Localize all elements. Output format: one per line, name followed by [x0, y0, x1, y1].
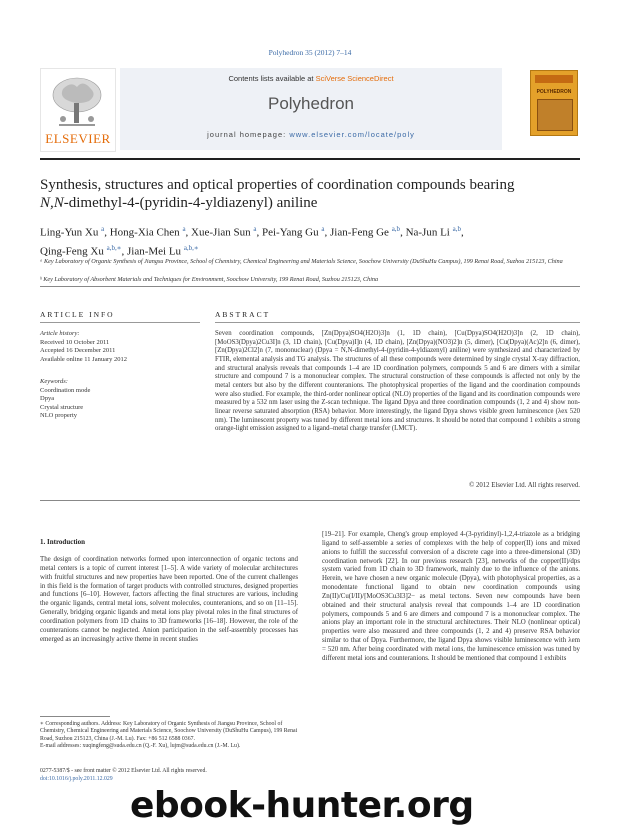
journal-header	[40, 64, 580, 152]
contents-prefix: Contents lists available at	[228, 74, 314, 83]
keywords-label: Keywords:	[40, 378, 68, 385]
authors-line-1: Ling-Yun Xu $^a$, Hong-Xia Chen $^a$, Xue-Jian Sun $^a$, Pei-Yang Gu $^a$, Jian-Feng Ge $^{a,b}$, Na-Jun Li $^{a,b}$,	[40, 225, 464, 239]
journal-banner	[120, 68, 502, 150]
history-received: Received 10 October 2011	[40, 338, 110, 346]
front-matter-line: 0277-5387/$ - see front matter © 2012 Elsevier Ltd. All rights reserved.	[40, 768, 207, 774]
history-online: Available online 11 January 2012	[40, 355, 128, 363]
body-column-left: The design of coordination networks formed upon interconnection of organic tectons and metal centers is a topic of current interest [1–5]. A wide variety of molecular architectures with fruitful structures and new properties have been reported. One of the current challenges in this field is the formation of target products with controlled structures, designed properties and functions [6–10]. However, factors affecting the final structures are various, including the organic ligands, central metal ions, solvent molecules, counteranions, and so on [11–15]. Generally, bridging organic ligands and metal ions play pivotal roles in the final structures of coordination polymers from 1D chains to 3D frameworks [16–18]. However, the role of the counteranions cannot be neglected. Anion participation in the self-assembly processes has emerged as an increasingly active theme in recent studies	[40, 556, 298, 643]
affiliation-b: ᵇ Key Laboratory of Absorbent Materials and Techniques for Environment, Soochow University, 199 Renai Road, Suzhou 215123, China	[40, 276, 379, 283]
author-name: Qing-Feng Xu	[40, 245, 104, 258]
cover-image	[537, 99, 573, 131]
front-matter	[40, 768, 298, 783]
history-accepted: Accepted 16 December 2011	[40, 347, 116, 354]
affiliation-a: ᵃ Key Laboratory of Organic Synthesis of Jiangsu Province, School of Chemistry, Chemical Engineering and Materials Science, Soochow University (DuShuHu Campus), 199 Renai Road, Suzhou 215123, China	[40, 258, 563, 265]
article-info-heading: ARTICLE INFO	[40, 310, 115, 319]
journal-homepage	[120, 130, 502, 139]
watermark: ebook-hunter.org	[130, 785, 474, 826]
abstract-bottom-rule	[40, 500, 580, 501]
elsevier-tree-icon	[49, 75, 105, 131]
title-line-1: Synthesis, structures and optical properties of coordination compounds bearing	[40, 177, 515, 193]
body-column-right: [19–21]. For example, Cheng's group employed 4-(3-pyridinyl)-1,2,4-triazole as a bridging ligand to self-assemble a series of complexes with the help of copper(II) ions and mixed anions to fulfill the successful conversion of a discrete cage into a three-dimensional (3D) coordination network [22]. In our previous research [23], networks of the copper(II)/dps system varied from 1D chain to 3D framework, mainly due to the influence of the anions. Herein, we have chosen a new organic molecule (Dpya), with photophysical properties, as a monodentate functional ligand to obtain new coordination compounds using Zn(II)/Cu(I/II)/[MoOS3Cu3I3]2− as metal tectons. Seven new compounds have been obtained and their structural analysis reveal that compounds 1–4 are 1D coordination polymers, compounds 5 and 6 are dimers and compound 7 is a mononuclear complex. The anions play an important role in the structural architectures. Their NLO (nonlinear optical) properties were also measured and three compounds (1, 2 and 4) preserve RSA behavior similar to that of Dpya. Furthermore, the ligand Dpya shows visible luminescence with λem = 520 nm. After being coordinated with metal ions, the luminescence emission was tuned by different metal ions and counteranions. It should be mentioned that compound 1 exhibits	[322, 531, 580, 662]
doi-link[interactable]: doi:10.1016/j.poly.2011.12.029	[40, 775, 113, 782]
keyword-item: Dpya	[40, 395, 55, 402]
authors-line-2: Qing-Feng Xu $^{a,b,∗}$, Jian-Mei Lu $^{a,b,∗}$	[40, 243, 199, 258]
journal-reference[interactable]: Polyhedron 35 (2012) 7–14	[268, 48, 352, 57]
homepage-prefix: journal homepage:	[207, 130, 287, 139]
elsevier-wordmark: ELSEVIER	[45, 131, 111, 146]
title-line-2: -dimethyl-4-(pyridin-4-yldiazenyl) aniline	[63, 195, 318, 211]
author-name: Jian-Mei Lu	[126, 245, 182, 258]
homepage-link[interactable]: www.elsevier.com/locate/poly	[289, 130, 415, 139]
footnote-rule	[40, 716, 110, 717]
email-addresses[interactable]: E-mail addresses: xuqingfeng@suda.edu.cn (Q.-F. Xu), lujm@suda.edu.cn (J.-M. Lu).	[40, 742, 241, 749]
article-history	[40, 330, 200, 364]
footnote-text: ∗ Corresponding authors. Address: Key Laboratory of Organic Synthesis of Jiangsu Province, School of Chemistry, Chemical Engineering and Materials Science, Soochow University (DuShuHu Campus), 199 Renai Road, Suzhou 215123, China (J.-M. Lu). Fax: +86 512 6588 0367.	[40, 721, 298, 742]
author-list	[40, 222, 580, 259]
abstract-heading: ABSTRACT	[215, 310, 271, 319]
introduction-heading: 1. Introduction	[40, 538, 85, 546]
author-affil[interactable]: a	[253, 225, 257, 233]
cover-bar	[535, 75, 573, 83]
affiliation-rule	[40, 286, 580, 287]
article-title	[40, 176, 580, 212]
author-affil[interactable]: a	[182, 225, 186, 233]
sciencedirect-link[interactable]: SciVerse ScienceDirect	[315, 74, 394, 83]
keyword-item: Coordination mode	[40, 386, 91, 394]
author-affil[interactable]: a,b	[452, 225, 461, 233]
author-name: Pei-Yang Gu	[261, 226, 319, 239]
header-rule	[40, 158, 580, 160]
author-affil[interactable]: a	[321, 225, 325, 233]
history-label: Article history:	[40, 330, 80, 337]
abstract-rule	[215, 322, 580, 323]
author-affil[interactable]: a,b,∗	[183, 243, 199, 252]
keyword-item: Crystal structure	[40, 403, 84, 411]
contents-line	[120, 74, 502, 83]
keywords	[40, 378, 200, 421]
author-name: Hong-Xia Chen	[109, 226, 180, 239]
journal-title: Polyhedron	[267, 94, 354, 113]
abstract-text: Seven coordination compounds, [Zn(Dpya)SO4(H2O)3]n (1, 1D chain), [Cu(Dpya)SO4(H2O)3]n (2, 1D chain), [MoOS3(Dpya)2Cu3I]n (3, 1D chain), [Cu(Dpya)I]n (4, 1D chain), [Zn(Dpya)(NO3)2]n (5, dimer), [Cu(Dpya)(Ac)2]n (6, dimer), [Zn(Dpya)2Cl2]n (7, mononuclear) (Dpya = N,N-dimethyl-4-(pyridin-4-yldiazenyl) aniline) were synthesized and characterized by FTIR, elemental analysis and TG analysis. The structures of all these compounds were determined by single crystal X-ray diffraction, and structural analysis reveals that compounds 1–4 are 1D coordination polymers, compounds 5 and 6 are dimers with a similar structure and compound 7 is a mononuclear complex. The structural construction of these compounds is affected not only by the metal centers but also by the different counteranions. The photophysical properties of the ligand and the coordination compounds were also studied. For example, the third-order nonlinear optical (NLO) properties of the ligand and its coordination compounds were measured by a 532 nm laser using the Z-scan technique. The ligand Dpya and three coordination compounds (1, 2 and 4) show non-linear reverse saturated absorption (RSA) behavior. More interestingly, the ligand Dpya shows visible green luminescence (λex 520 nm). The luminescent property was tuned by different metal ions and structures. It should be noted that compound 1 exhibits a strong orange-light emission assigned to a ligand–metal charge transfer (LMCT).	[215, 330, 580, 433]
author-affil[interactable]: a	[101, 225, 105, 233]
cover-title: POLYHEDRON	[536, 89, 572, 95]
corresponding-author-footnote	[40, 721, 298, 750]
keyword-item: NLO property	[40, 412, 78, 419]
journal-cover-thumbnail	[530, 70, 578, 136]
copyright-notice: © 2012 Elsevier Ltd. All rights reserved.	[469, 482, 580, 489]
info-rule	[40, 322, 200, 323]
author-affil[interactable]: a,b,∗	[106, 243, 122, 252]
title-italic-part: N,N	[40, 195, 64, 211]
author-name: Na-Jun Li	[405, 226, 450, 239]
author-name: Ling-Yun Xu	[40, 226, 99, 239]
author-affil[interactable]: a,b	[391, 225, 401, 233]
author-name: Xue-Jian Sun	[191, 226, 251, 239]
elsevier-logo	[40, 68, 116, 152]
author-name: Jian-Feng Ge	[329, 226, 389, 239]
